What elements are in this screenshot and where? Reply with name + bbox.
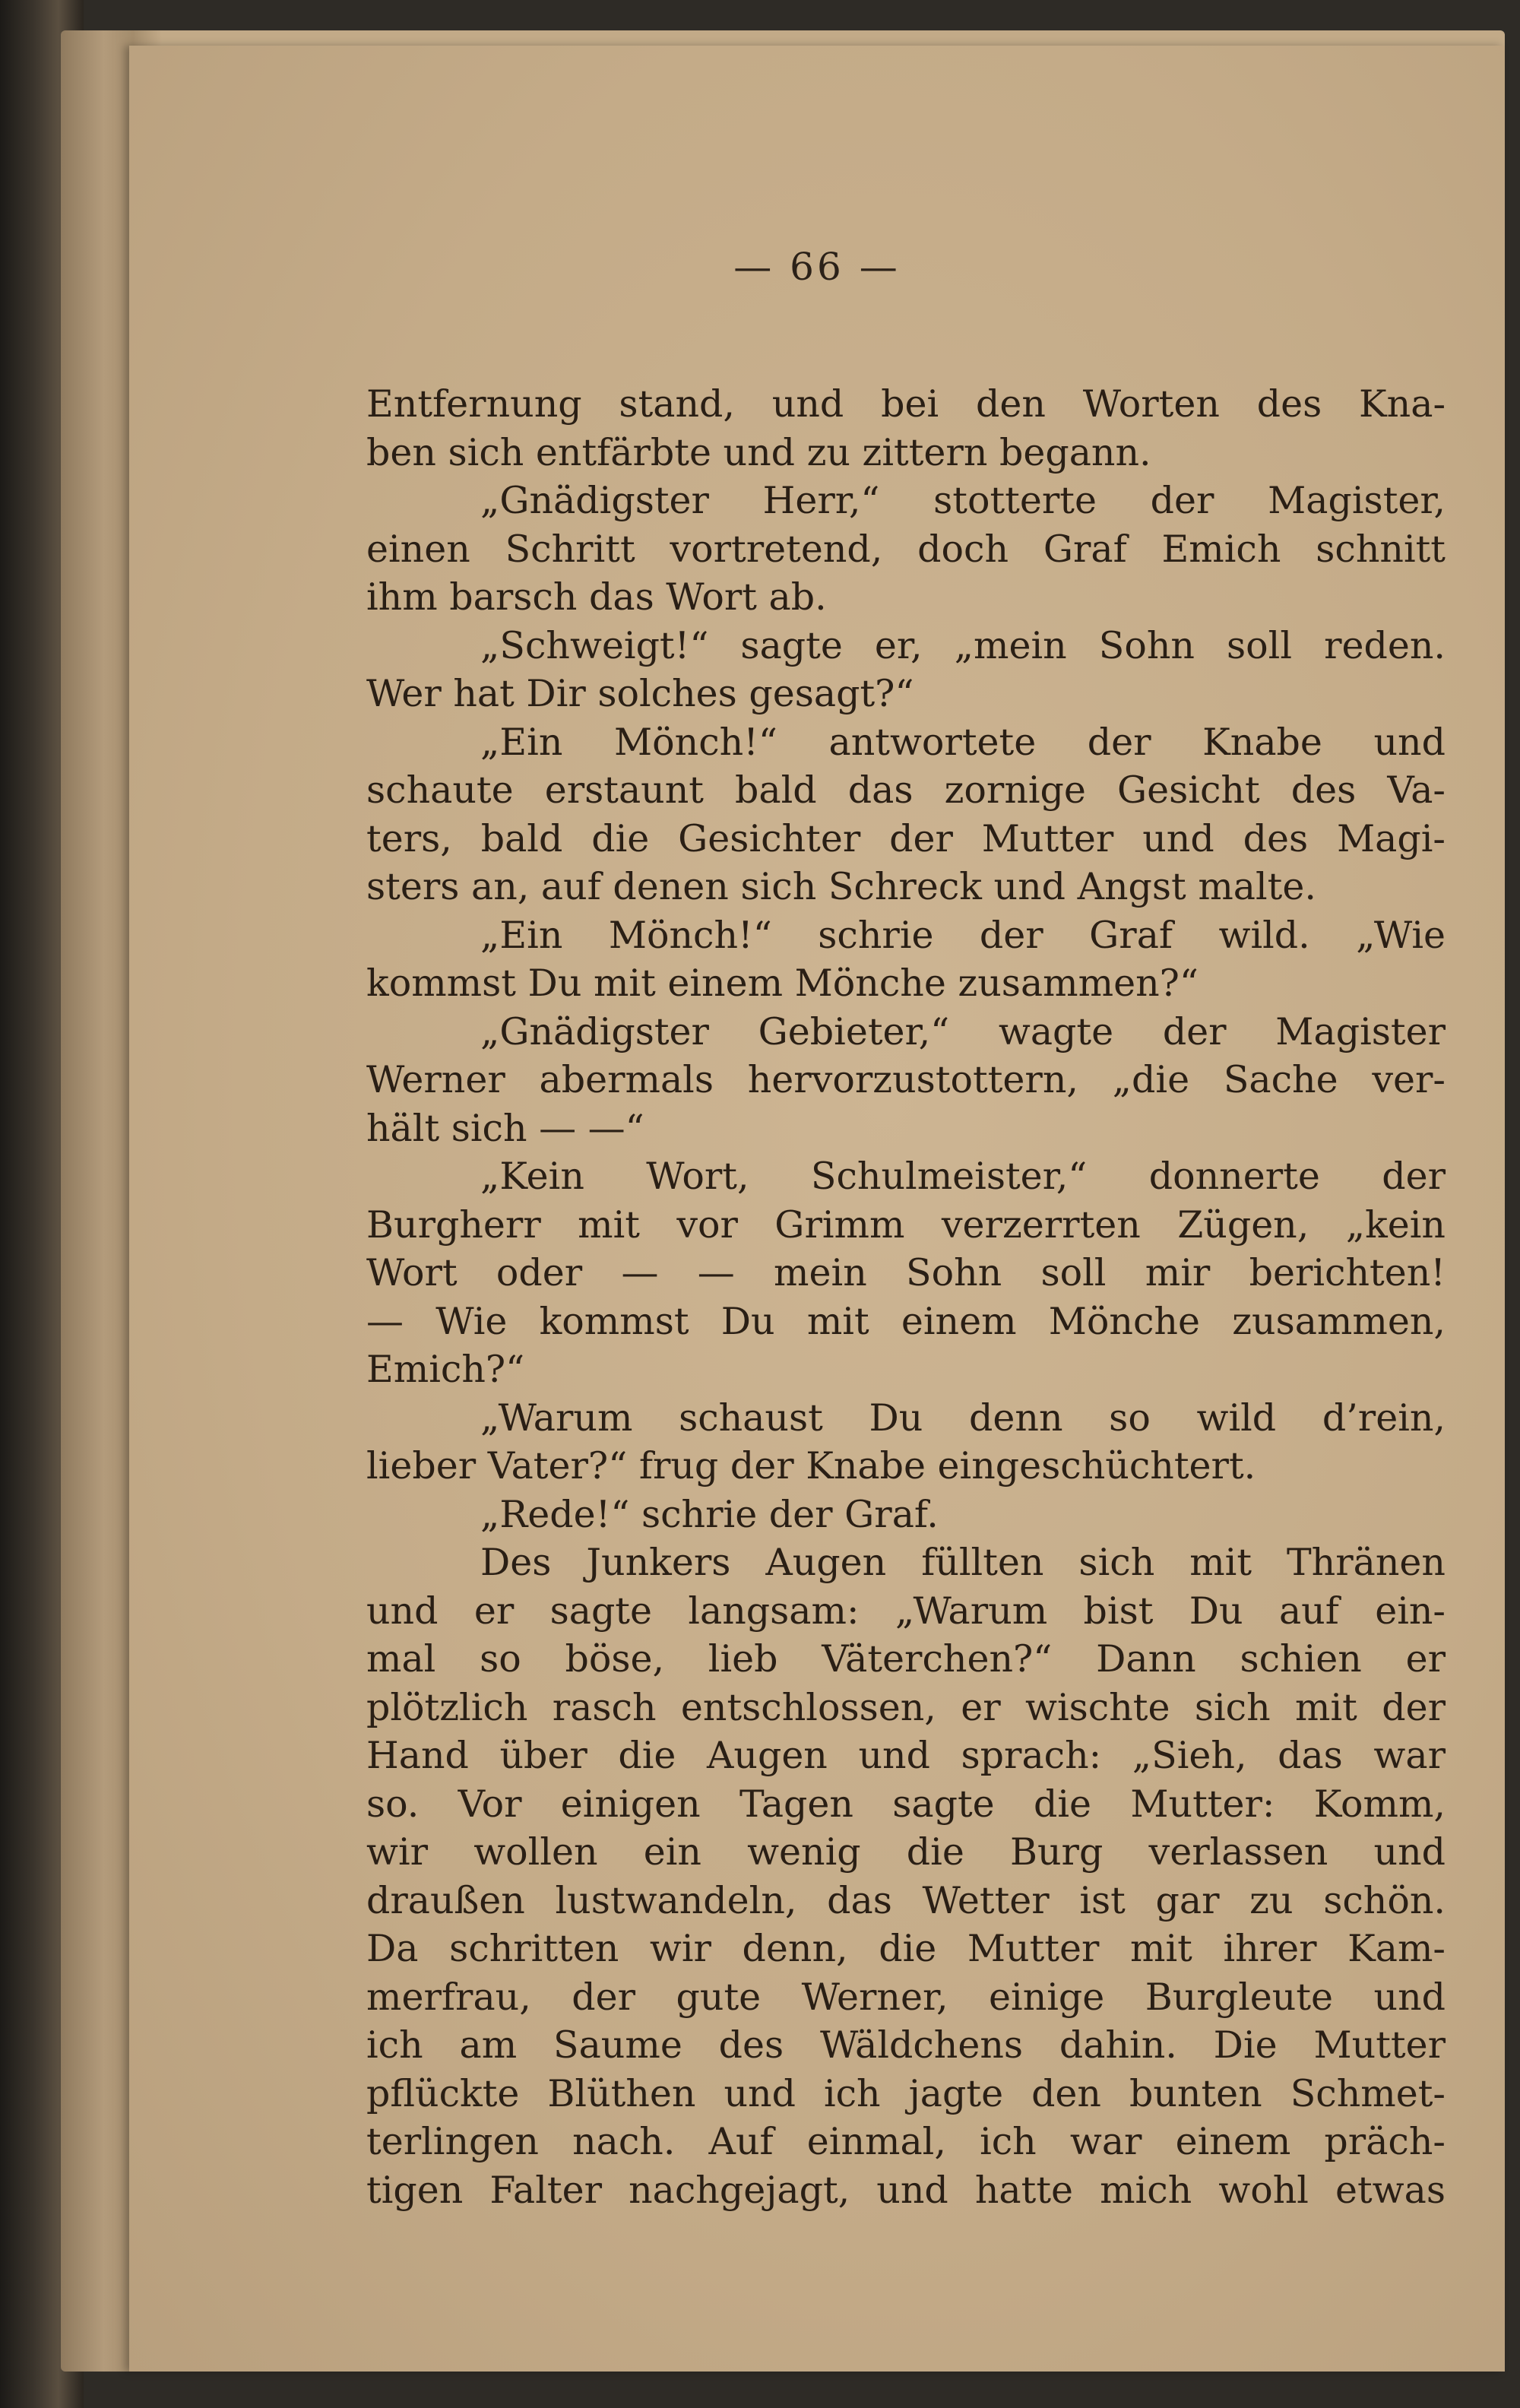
- text-line: „Ein Mönch!“ antwortete der Knabe und: [480, 720, 1446, 764]
- text-line: draußen lustwandeln, das Wetter ist gar zu schön.: [366, 1878, 1446, 1922]
- text-line: hält sich — —“: [366, 1106, 644, 1150]
- text-line: terlingen nach. Auf einmal, ich war einem präch-: [366, 2120, 1446, 2163]
- text-line: „Schweigt!“ sagte er, „mein Sohn soll reden.: [480, 623, 1446, 667]
- text-line: Emich?“: [366, 1348, 525, 1391]
- text-line: tigen Falter nachgejagt, und hatte mich wohl etwas: [366, 2168, 1446, 2212]
- page-number: — 66 —: [733, 245, 901, 289]
- text-line: „Gnädigster Herr,“ stotterte der Magister,: [480, 479, 1446, 522]
- text-line: wir wollen ein wenig die Burg verlassen und: [366, 1830, 1446, 1874]
- text-line: sters an, auf denen sich Schreck und Angst malte.: [366, 865, 1316, 908]
- text-line: merfrau, der gute Werner, einige Burgleute und: [366, 1975, 1446, 2019]
- text-line: und er sagte langsam: „Warum bist Du auf ein-: [366, 1589, 1446, 1633]
- text-line: „Warum schaust Du denn so wild d’rein,: [480, 1396, 1446, 1440]
- text-line: ben sich entfärbte und zu zittern begann.: [366, 430, 1151, 474]
- text-line: kommst Du mit einem Mönche zusammen?“: [366, 962, 1199, 1005]
- text-line: Wort oder — — mein Sohn soll mir berichten!: [366, 1251, 1446, 1294]
- text-line: Hand über die Augen und sprach: „Sieh, das war: [366, 1734, 1446, 1777]
- text-line: „Gnädigster Gebieter,“ wagte der Magister: [480, 1009, 1446, 1054]
- text-line: Burgherr mit vor Grimm verzerrten Zügen, „kein: [366, 1202, 1446, 1247]
- body-text: [366, 380, 1446, 2214]
- text-line: schaute erstaunt bald das zornige Gesicht des Va-: [366, 768, 1446, 812]
- text-line: Werner abermals hervorzustottern, „die Sache ver-: [366, 1058, 1446, 1101]
- text-line: so. Vor einigen Tagen sagte die Mutter: Komm,: [366, 1782, 1446, 1826]
- text-line: lieber Vater?“ frug der Knabe eingeschüchtert.: [366, 1444, 1256, 1488]
- text-line: Entfernung stand, und bei den Worten des Kna-: [366, 382, 1446, 426]
- text-line: pflückte Blüthen und ich jagte den bunten Schmet-: [366, 2071, 1446, 2115]
- text-line: mal so böse, lieb Väterchen?“ Dann schien er: [366, 1637, 1446, 1681]
- text-line: „Rede!“ schrie der Graf.: [480, 1492, 939, 1536]
- text-line: Des Junkers Augen füllten sich mit Thränen: [480, 1541, 1446, 1584]
- text-line: — Wie kommst Du mit einem Mönche zusammen,: [366, 1299, 1446, 1343]
- book-page: [129, 46, 1505, 2372]
- text-line: ihm barsch das Wort ab.: [366, 575, 827, 619]
- text-line: „Ein Mönch!“ schrie der Graf wild. „Wie: [480, 913, 1446, 957]
- text-line: Da schritten wir denn, die Mutter mit ihrer Kam-: [366, 1927, 1446, 1970]
- text-line: Wer hat Dir solches gesagt?“: [366, 672, 914, 715]
- text-line: einen Schritt vortretend, doch Graf Emich schnitt: [366, 527, 1446, 571]
- text-line: „Kein Wort, Schulmeister,“ donnerte der: [480, 1155, 1446, 1198]
- text-line: ich am Saume des Wäldchens dahin. Die Mutter: [366, 2023, 1446, 2067]
- text-line: plötzlich rasch entschlossen, er wischte sich mit der: [366, 1685, 1446, 1729]
- text-line: ters, bald die Gesichter der Mutter und des Magi-: [366, 816, 1446, 860]
